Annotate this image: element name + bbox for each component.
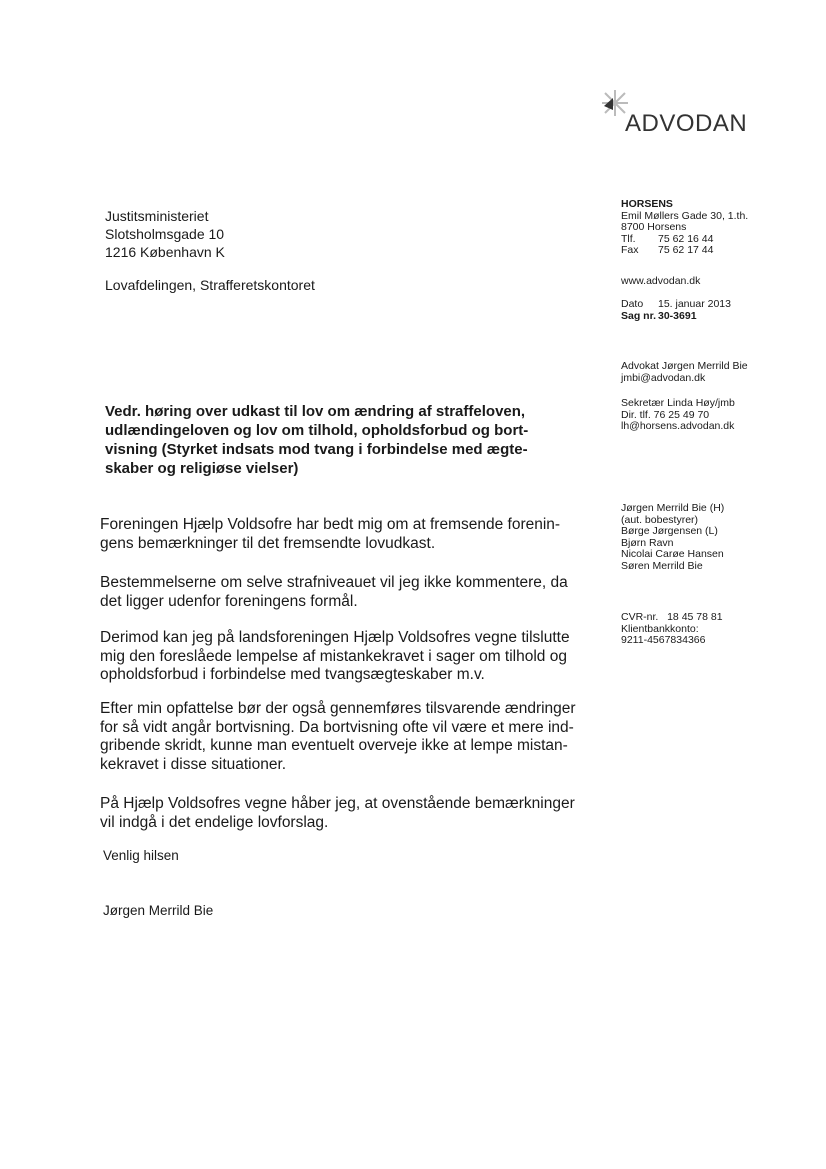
company-info — [621, 612, 723, 647]
paragraph-3 — [100, 629, 600, 685]
text-line: Efter min opfattelse bør der også gennemføres tilsvarende ændringer — [100, 700, 576, 717]
case-label: Sag nr. — [621, 309, 657, 322]
secretary-contact — [621, 398, 735, 433]
closing: Venlig hilsen — [103, 848, 179, 863]
fax-label: Fax — [621, 244, 639, 257]
paragraph-4 — [100, 700, 600, 774]
recipient-line: Justitsministeriet — [105, 208, 209, 224]
office-postal: 8700 Horsens — [621, 221, 687, 234]
logo-text: ADVODAN — [625, 110, 748, 137]
subject-line: skaber og religiøse vielser) — [105, 460, 299, 477]
date-value: 15. januar 2013 — [658, 298, 731, 310]
recipient-line: Slotsholmsgade 10 — [105, 226, 225, 242]
phone-value: 75 62 16 44 — [658, 232, 714, 245]
text-line: Bestemmelserne om selve strafniveauet vil jeg ikke kommentere, da — [100, 574, 568, 591]
partner: Bjørn Ravn — [621, 536, 674, 549]
office-city: HORSENS — [621, 198, 673, 210]
date-label: Dato — [621, 298, 644, 310]
date-case — [621, 299, 731, 322]
website[interactable]: www.advodan.dk — [621, 275, 701, 287]
partner: Søren Merrild Bie — [621, 559, 703, 572]
lawyer-name: Advokat Jørgen Merrild Bie — [621, 360, 748, 372]
office-street: Emil Møllers Gade 30, 1.th. — [621, 209, 749, 222]
paragraph-2 — [100, 574, 600, 611]
phone-label: Tlf. — [621, 232, 636, 245]
partner: Jørgen Merrild Bie (H) — [621, 502, 725, 514]
text-line: Derimod kan jeg på landsforeningen Hjælp Voldsofres vegne tilslutte — [100, 629, 570, 646]
text-line: opholdsforbud i forbindelse med tvangsægteskaber m.v. — [100, 666, 485, 683]
secretary-name: Sekretær Linda Høy/jmb — [621, 397, 735, 409]
bank-label: Klientbankkonto: — [621, 622, 699, 635]
cvr-number: CVR-nr. 18 45 78 81 — [621, 611, 723, 623]
recipient-address — [105, 207, 225, 261]
fax-value: 75 62 17 44 — [658, 244, 714, 257]
subject-line: udlændingeloven og lov om tilhold, opholdsforbud og bort- — [105, 422, 529, 439]
text-line: vil indgå i det endelige lovforslag. — [100, 813, 329, 831]
partner: Nicolai Carøe Hansen — [621, 548, 724, 561]
lawyer-email[interactable]: jmbi@advodan.dk — [621, 371, 706, 384]
partners-list — [621, 503, 724, 573]
bank-account: 9211-4567834366 — [621, 634, 706, 647]
subject-line: Vedr. høring over udkast til lov om ændring af straffeloven, — [105, 403, 526, 420]
paragraph-1 — [100, 516, 600, 553]
subject-line: visning (Styrket indsats mod tvang i forbindelse med ægte- — [105, 441, 528, 458]
text-line: På Hjælp Voldsofres vegne håber jeg, at ovenstående bemærkninger — [100, 795, 575, 812]
case-value: 30-3691 — [658, 309, 697, 322]
case-row — [621, 311, 731, 323]
partner: Børge Jørgensen (L) — [621, 525, 718, 538]
text-line: mig den foreslåede lempelse af mistankekravet i sager om tilhold og — [100, 647, 567, 665]
office-fax — [621, 245, 748, 257]
direct-phone: Dir. tlf. 76 25 49 70 — [621, 408, 710, 421]
letter-subject — [105, 402, 575, 478]
text-line: gens bemærkninger til det fremsendte lovudkast. — [100, 534, 436, 552]
partner: (aut. bobestyrer) — [621, 513, 699, 526]
signature: Jørgen Merrild Bie — [103, 903, 214, 918]
text-line: det ligger udenfor foreningens formål. — [100, 592, 358, 610]
secretary-email[interactable]: lh@horsens.advodan.dk — [621, 420, 735, 433]
office-info — [621, 199, 748, 257]
text-line: kekravet i disse situationer. — [100, 755, 287, 773]
paragraph-5 — [100, 795, 600, 832]
text-line: Foreningen Hjælp Voldsofre har bedt mig om at fremsende forenin- — [100, 516, 561, 533]
text-line: gribende skridt, kunne man eventuelt overveje ikke at lempe mistan- — [100, 737, 568, 754]
recipient-department: Lovafdelingen, Strafferetskontoret — [105, 277, 315, 293]
lawyer-contact — [621, 361, 748, 384]
text-line: for så vidt angår bortvisning. Da bortvisning ofte vil være et mere ind- — [100, 718, 574, 736]
recipient-line: 1216 København K — [105, 244, 225, 260]
